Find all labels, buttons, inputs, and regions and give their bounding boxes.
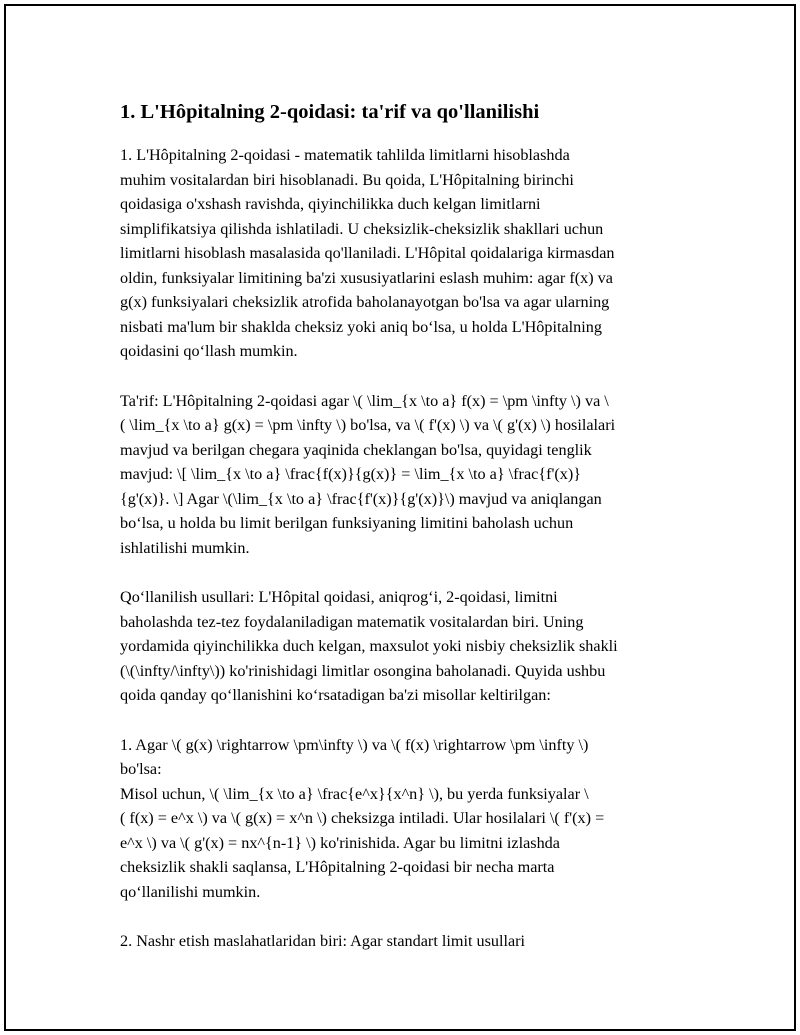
text-line: baholashda tez-tez foydalaniladigan matematik vositalardan biri. Uning [120, 612, 584, 631]
paragraph [120, 585, 692, 708]
text-line: ( f(x) = e^x \) va \( g(x) = x^n \) cheksizga intiladi. Ular hosilalari \( f'(x) = [120, 809, 605, 827]
paragraph [120, 733, 692, 905]
text-line: nisbati ma'lum bir shaklda cheksiz yoki aniq bo‘lsa, u holda L'Hôpitalning [120, 317, 602, 336]
text-line: ( \lim_{x \to a} g(x) = \pm \infty \) bo'lsa, va \( f'(x) \) va \( g'(x) \) hosilalari [120, 416, 616, 434]
text-line: oldin, funksiyalar limitining ba'zi xususiyatlarini eslash muhim: agar f(x) va [120, 268, 613, 287]
text-line: bo‘lsa, u holda bu limit berilgan funksiyaning limitini baholash uchun [120, 514, 574, 532]
text-line: simplifikatsiya qilishda ishlatiladi. U cheksizlik-cheksizlik shakllari uchun [120, 219, 604, 238]
document-body [120, 99, 692, 979]
text-line: yordamida qiyinchilikka duch kelgan, maxsulot yoki nisbiy cheksizlik shakli [120, 637, 618, 655]
text-line: 1. L'Hôpitalning 2-qoidasi - matematik tahlilda limitlarni hisoblashda [120, 146, 570, 164]
text-line: 1. Agar \( g(x) \rightarrow \pm\infty \) va \( f(x) \rightarrow \pm \infty \) [120, 735, 589, 754]
text-line: ishlatilishi mumkin. [120, 538, 250, 557]
text-line: 2. Nashr etish maslahatlaridan biri: Agar standart limit usullari [120, 932, 526, 950]
text-line: Ta'rif: L'Hôpitalning 2-qoidasi agar \( \lim_{x \to a} f(x) = \pm \infty \) va \ [120, 391, 609, 410]
text-line: mavjud: \[ \lim_{x \to a} \frac{f(x)}{g(x)} = \lim_{x \to a} \frac{f'(x)} [120, 465, 582, 483]
text-line: {g'(x)}. \] Agar \(\lim_{x \to a} \frac{f'(x)}{g'(x)}\) mavjud va aniqlangan [120, 489, 602, 508]
text-line: bo'lsa: [120, 760, 162, 778]
text-line: muhim vositalardan biri hisoblanadi. Bu qoida, L'Hôpitalning birinchi [120, 170, 574, 189]
text-line: qo‘llanilishi mumkin. [120, 882, 261, 901]
text-line: Misol uchun, \( \lim_{x \to a} \frac{e^x}{x^n} \), bu yerda funksiyalar \ [120, 784, 589, 803]
text-line: qoida qanday qo‘llanishini ko‘rsatadigan ba'zi misollar keltirilgan: [120, 686, 551, 704]
paragraph-list [120, 143, 692, 954]
text-line: qoidasiga o'xshash ravishda, qiyinchilikka duch kelgan limitlarni [120, 195, 541, 213]
text-line: (\(\infty/\infty\)) ko'rinishidagi limitlar osongina baholanadi. Quyida ushbu [120, 661, 606, 680]
text-line: mavjud va berilgan chegara yaqinida cheklangan bo'lsa, quyidagi tenglik [120, 440, 592, 459]
text-line: cheksizlik shakli saqlansa, L'Hôpitalning 2-qoidasi bir necha marta [120, 858, 555, 876]
paragraph [120, 143, 692, 364]
text-line: g(x) funksiyalari cheksizlik atrofida baholanayotgan bo'lsa va agar ularning [120, 293, 610, 311]
text-line: e^x \) va \( g'(x) = nx^{n-1} \) ko'rinishida. Agar bu limitni izlashda [120, 833, 560, 852]
paragraph [120, 929, 692, 954]
page-frame [4, 4, 796, 1031]
text-line: qoidasini qo‘llash mumkin. [120, 342, 298, 360]
text-line: limitlarni hisoblash masalasida qo'llaniladi. L'Hôpital qoidalariga kirmasdan [120, 244, 615, 262]
text-line: Qo‘llanilish usullari: L'Hôpital qoidasi, aniqrog‘i, 2-qoidasi, limitni [120, 588, 558, 606]
paragraph [120, 389, 692, 561]
document-title: 1. L'Hôpitalning 2-qoidasi: ta'rif va qo'llanilishi [120, 101, 540, 123]
